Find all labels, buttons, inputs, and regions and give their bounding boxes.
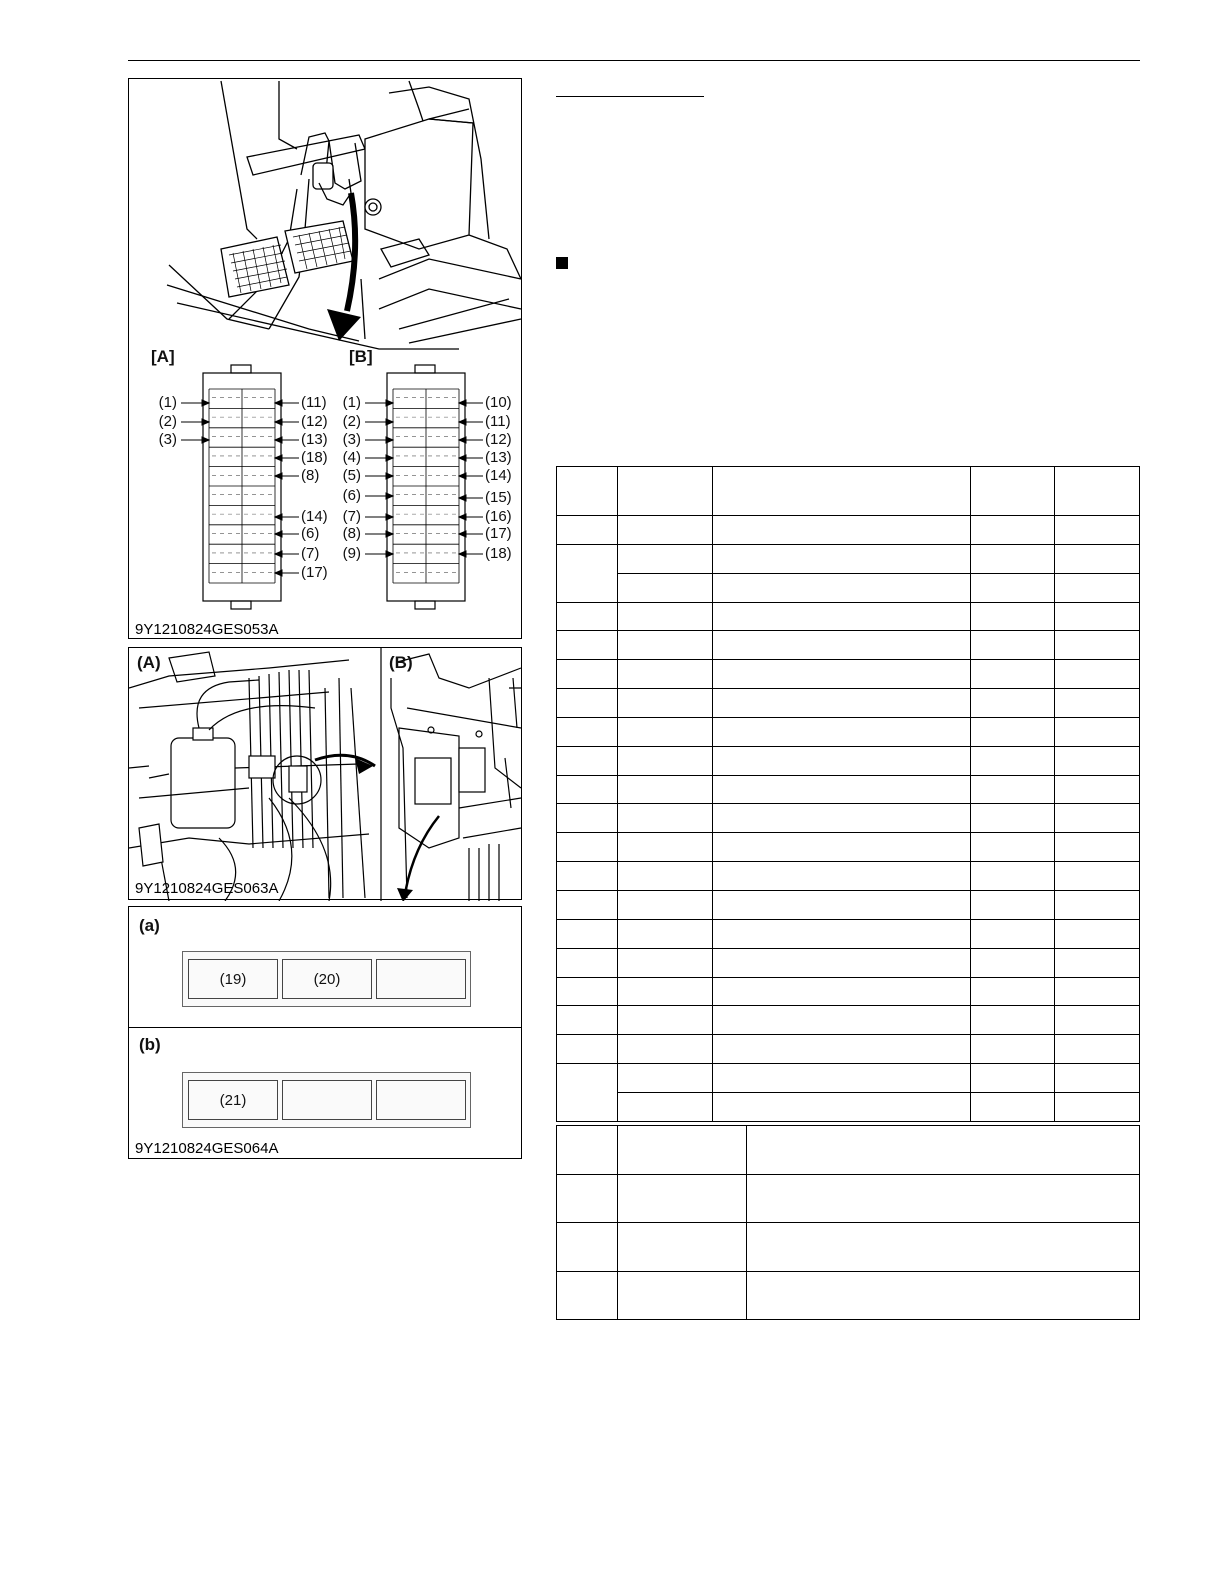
table-cell <box>617 689 712 718</box>
table-cell <box>971 1035 1055 1064</box>
callout-arrowhead <box>275 437 282 443</box>
callout-arrowhead <box>386 551 393 557</box>
relay-table <box>556 1125 1140 1320</box>
table-cell <box>746 1126 1139 1175</box>
figure-relay-location <box>128 647 522 900</box>
callout-arrowhead <box>459 514 466 520</box>
fuse-callout: (1) <box>158 394 177 411</box>
table-cell <box>617 746 712 775</box>
table-cell <box>971 919 1055 948</box>
pedal-area-illustration <box>129 79 523 640</box>
table-cell <box>1055 467 1140 516</box>
table-cell <box>617 948 712 977</box>
panel-divider <box>129 1027 521 1028</box>
table-cell <box>712 775 971 804</box>
callout-arrowhead <box>386 531 393 537</box>
table-cell <box>557 948 618 977</box>
table-cell <box>1055 833 1140 862</box>
relay-slot <box>376 959 466 999</box>
table-row <box>557 573 1140 602</box>
table-cell <box>1055 804 1140 833</box>
table-cell <box>617 516 712 545</box>
table-cell <box>557 1271 618 1320</box>
table-cell <box>557 862 618 891</box>
callout-arrowhead <box>459 400 466 406</box>
table-cell <box>712 717 971 746</box>
table-cell <box>617 1035 712 1064</box>
table-cell <box>557 516 618 545</box>
table-cell <box>1055 573 1140 602</box>
relay-block-b <box>182 1072 471 1128</box>
table-cell <box>557 1064 618 1122</box>
table-cell <box>617 977 712 1006</box>
table-cell <box>617 1223 746 1272</box>
table-cell <box>1055 775 1140 804</box>
table-cell <box>1055 919 1140 948</box>
table-cell <box>617 1064 712 1093</box>
fuse-table <box>556 466 1140 1122</box>
table-cell <box>1055 544 1140 573</box>
callout-arrowhead <box>386 493 393 499</box>
table-cell <box>746 1174 1139 1223</box>
table-row <box>557 1223 1140 1272</box>
fuse-callout: (1) <box>342 394 361 411</box>
table-cell <box>712 689 971 718</box>
table-row <box>557 689 1140 718</box>
table-cell <box>557 977 618 1006</box>
table-cell <box>617 660 712 689</box>
fuse-callout: (2) <box>342 413 361 430</box>
table-cell <box>971 804 1055 833</box>
table-cell <box>557 804 618 833</box>
callout-arrowhead <box>459 455 466 461</box>
relay-label-a: (a) <box>139 916 160 935</box>
fuse-callout: (7) <box>342 508 361 525</box>
callout-arrowhead <box>275 551 282 557</box>
callout-arrowhead <box>275 455 282 461</box>
table-row <box>557 833 1140 862</box>
table-cell <box>617 919 712 948</box>
fuse-callout: (17) <box>485 525 512 542</box>
table-cell <box>617 833 712 862</box>
table-cell <box>617 631 712 660</box>
relay-label-b: (b) <box>139 1035 161 1054</box>
callout-arrowhead <box>202 437 209 443</box>
table-cell <box>971 890 1055 919</box>
table-cell <box>617 1092 712 1121</box>
callout-arrowhead <box>386 473 393 479</box>
table-cell <box>746 1271 1139 1320</box>
table-cell <box>971 631 1055 660</box>
table-cell <box>971 1064 1055 1093</box>
table-cell <box>1055 689 1140 718</box>
table-cell <box>971 862 1055 891</box>
figure-caption: 9Y1210824GES063A <box>135 880 279 897</box>
fuse-callout: (18) <box>485 545 512 562</box>
fuse-callout: (14) <box>485 467 512 484</box>
fuse-callout: (12) <box>485 431 512 448</box>
fuse-callout: (7) <box>301 545 320 562</box>
header-rule <box>128 60 1140 61</box>
table-cell <box>557 833 618 862</box>
table-row <box>557 1092 1140 1121</box>
callout-arrowhead <box>459 437 466 443</box>
table-cell <box>617 1174 746 1223</box>
table-cell <box>712 660 971 689</box>
table-row <box>557 717 1140 746</box>
table-cell <box>617 1126 746 1175</box>
table-cell <box>557 602 618 631</box>
table-row <box>557 775 1140 804</box>
diagram-label-b: [B] <box>349 347 373 366</box>
table-cell <box>712 1035 971 1064</box>
table-cell <box>557 1126 618 1175</box>
table-cell <box>1055 1064 1140 1093</box>
photo-label-b: (B) <box>389 653 413 672</box>
relay-slot <box>282 1080 372 1120</box>
table-cell <box>557 467 618 516</box>
table-cell <box>746 1223 1139 1272</box>
callout-arrowhead <box>386 419 393 425</box>
table-row <box>557 919 1140 948</box>
callout-arrowhead <box>386 400 393 406</box>
callout-arrowhead <box>459 551 466 557</box>
callout-arrowhead <box>459 531 466 537</box>
fuse-callout: (4) <box>342 449 361 466</box>
table-cell <box>557 689 618 718</box>
fuse-callout: (13) <box>301 431 328 448</box>
table-cell <box>971 467 1055 516</box>
relay-slot: (20) <box>282 959 372 999</box>
table-cell <box>971 717 1055 746</box>
table-cell <box>712 602 971 631</box>
table-cell <box>1055 890 1140 919</box>
callout-arrowhead <box>275 419 282 425</box>
table-header-row <box>557 467 1140 516</box>
table-cell <box>617 544 712 573</box>
table-cell <box>617 862 712 891</box>
callout-arrowhead <box>275 531 282 537</box>
fuse-callout: (12) <box>301 413 328 430</box>
relay-slot <box>376 1080 466 1120</box>
section-title-underline <box>556 96 704 97</box>
table-cell <box>557 660 618 689</box>
callout-arrowhead <box>386 455 393 461</box>
callout-arrowhead <box>459 419 466 425</box>
callout-arrowhead <box>386 514 393 520</box>
table-cell <box>712 467 971 516</box>
table-cell <box>712 833 971 862</box>
table-cell <box>712 746 971 775</box>
table-cell <box>557 544 618 602</box>
table-cell <box>712 862 971 891</box>
table-cell <box>712 516 971 545</box>
relay-slot: (21) <box>188 1080 278 1120</box>
table-row <box>557 516 1140 545</box>
table-row <box>557 660 1140 689</box>
fuse-callout: (17) <box>301 564 328 581</box>
table-cell <box>712 631 971 660</box>
fuse-callout: (18) <box>301 449 328 466</box>
callout-arrowhead <box>386 437 393 443</box>
figure-caption: 9Y1210824GES064A <box>135 1140 279 1157</box>
fuse-callout: (13) <box>485 449 512 466</box>
table-cell <box>1055 862 1140 891</box>
callout-arrowhead <box>459 495 466 501</box>
fuse-callout: (6) <box>301 525 320 542</box>
diagram-label-a: [A] <box>151 347 175 366</box>
table-cell <box>1055 977 1140 1006</box>
fuse-callout: (16) <box>485 508 512 525</box>
table-cell <box>617 1006 712 1035</box>
table-cell <box>1055 717 1140 746</box>
table-row <box>557 1174 1140 1223</box>
table-cell <box>557 631 618 660</box>
figure-fuse-box-location <box>128 78 522 639</box>
table-row <box>557 862 1140 891</box>
fuse-callout: (11) <box>301 394 327 411</box>
table-cell <box>712 948 971 977</box>
callout-arrowhead <box>459 473 466 479</box>
table-header-row <box>557 1126 1140 1175</box>
table-cell <box>971 1092 1055 1121</box>
table-cell <box>971 516 1055 545</box>
table-row <box>557 1271 1140 1320</box>
table-row <box>557 804 1140 833</box>
table-cell <box>971 602 1055 631</box>
table-cell <box>971 948 1055 977</box>
table-cell <box>557 775 618 804</box>
table-cell <box>617 717 712 746</box>
table-row <box>557 948 1140 977</box>
table-cell <box>1055 660 1140 689</box>
fuse-callout: (9) <box>342 545 361 562</box>
callout-arrowhead <box>275 473 282 479</box>
fuse-callout: (6) <box>342 487 361 504</box>
fuse-callout: (8) <box>342 525 361 542</box>
table-cell <box>557 1223 618 1272</box>
table-cell <box>971 977 1055 1006</box>
photo-label-a: (A) <box>137 653 161 672</box>
table-cell <box>971 1006 1055 1035</box>
table-cell <box>712 804 971 833</box>
table-cell <box>557 919 618 948</box>
table-cell <box>1055 1006 1140 1035</box>
table-cell <box>712 1064 971 1093</box>
table-cell <box>557 1006 618 1035</box>
table-cell <box>971 689 1055 718</box>
table-cell <box>971 775 1055 804</box>
callout-arrowhead <box>202 400 209 406</box>
table-cell <box>1055 746 1140 775</box>
table-cell <box>557 890 618 919</box>
table-cell <box>617 1271 746 1320</box>
figure-caption: 9Y1210824GES053A <box>135 621 279 638</box>
fuse-callout: (3) <box>158 431 177 448</box>
table-row <box>557 602 1140 631</box>
table-row <box>557 1064 1140 1093</box>
callout-arrowhead <box>275 514 282 520</box>
table-cell <box>712 1092 971 1121</box>
relay-block-a <box>182 951 471 1007</box>
fuse-callout: (2) <box>158 413 177 430</box>
callout-arrowhead <box>275 400 282 406</box>
table-row <box>557 544 1140 573</box>
table-cell <box>971 573 1055 602</box>
table-cell <box>617 573 712 602</box>
table-cell <box>1055 602 1140 631</box>
fuse-callout: (10) <box>485 394 512 411</box>
table-row <box>557 746 1140 775</box>
figure-relay-layout <box>128 906 522 1159</box>
table-cell <box>712 919 971 948</box>
table-cell <box>617 775 712 804</box>
table-row <box>557 631 1140 660</box>
table-cell <box>1055 516 1140 545</box>
table-cell <box>1055 631 1140 660</box>
callout-arrowhead <box>275 570 282 576</box>
table-row <box>557 1006 1140 1035</box>
engine-bay-illustration <box>129 648 523 901</box>
bullet-square-icon <box>556 257 568 269</box>
table-cell <box>617 804 712 833</box>
table-cell <box>557 746 618 775</box>
table-cell <box>971 833 1055 862</box>
table-cell <box>1055 1092 1140 1121</box>
table-cell <box>617 467 712 516</box>
table-row <box>557 890 1140 919</box>
table-cell <box>557 1174 618 1223</box>
fuse-callout: (14) <box>301 508 328 525</box>
table-cell <box>557 717 618 746</box>
table-cell <box>712 977 971 1006</box>
table-row <box>557 977 1140 1006</box>
table-cell <box>712 890 971 919</box>
table-cell <box>712 1006 971 1035</box>
table-cell <box>712 573 971 602</box>
fuse-callout: (15) <box>485 489 512 506</box>
table-cell <box>617 890 712 919</box>
table-cell <box>971 746 1055 775</box>
table-cell <box>617 602 712 631</box>
table-cell <box>557 1035 618 1064</box>
fuse-callout: (8) <box>301 467 320 484</box>
fuse-callout: (11) <box>485 413 511 430</box>
callout-arrowhead <box>202 419 209 425</box>
table-cell <box>712 544 971 573</box>
table-cell <box>971 544 1055 573</box>
relay-slot: (19) <box>188 959 278 999</box>
table-cell <box>1055 1035 1140 1064</box>
table-cell <box>1055 948 1140 977</box>
table-row <box>557 1035 1140 1064</box>
fuse-callout: (3) <box>342 431 361 448</box>
fuse-callout: (5) <box>342 467 361 484</box>
table-cell <box>971 660 1055 689</box>
